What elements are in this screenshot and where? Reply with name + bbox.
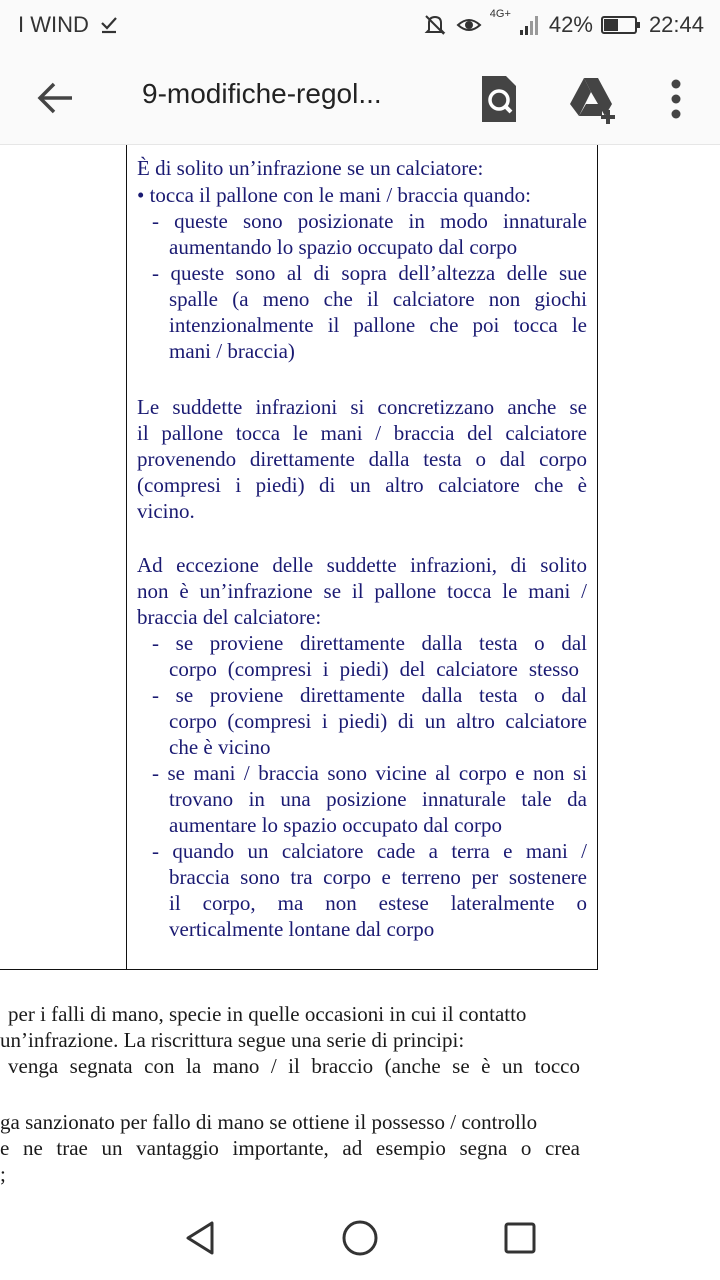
- box-line: provenendo direttamente dalla testa o dal corpo: [137, 447, 587, 471]
- navigation-bar: [0, 1195, 720, 1280]
- box-line: (compresi i piedi) di un altro calciatore che è: [137, 473, 587, 497]
- document-search-icon: [474, 72, 524, 126]
- box-line: corpo (compresi i piedi) di un altro calciatore: [169, 709, 587, 733]
- nav-home-button[interactable]: [337, 1215, 383, 1261]
- box-line: corpo (compresi i piedi) del calciatore stesso: [169, 657, 579, 681]
- app-bar: [0, 52, 720, 145]
- box-line: che è vicino: [169, 735, 271, 759]
- box-line: - quando un calciatore cade a terra e mani /: [152, 839, 587, 863]
- status-bar: [0, 0, 720, 52]
- box-line: mani / braccia): [169, 339, 295, 363]
- mute-icon: [422, 12, 448, 38]
- nav-home-icon: [337, 1215, 383, 1261]
- box-line: • tocca il pallone con le mani / braccia quando:: [137, 183, 531, 207]
- box-line: braccia sono tra corpo e terreno per sostenere: [169, 865, 587, 889]
- box-line: verticalmente lontane dal corpo: [169, 917, 435, 941]
- body-line: ga sanzionato per fallo di mano se ottiene il possesso / controllo: [0, 1110, 538, 1134]
- box-line: il corpo, ma non estese lateralmente o: [169, 891, 587, 915]
- more-vert-icon: [660, 74, 692, 124]
- add-to-drive-button[interactable]: [566, 72, 622, 126]
- box-line: - queste sono al di sopra dell’altezza delle sue: [152, 261, 587, 285]
- body-line: ;: [0, 1162, 6, 1186]
- box-line: - queste sono posizionate in modo innaturale: [152, 209, 587, 233]
- battery-icon: [601, 15, 641, 35]
- eye-comfort-icon: [456, 12, 482, 38]
- arrow-left-icon: [30, 74, 82, 122]
- document-title: 9-modifiche-regol...: [142, 78, 382, 109]
- back-button[interactable]: [30, 74, 82, 122]
- box-line: Ad eccezione delle suddette infrazioni, di solito: [137, 553, 587, 577]
- carrier-name: I WIND: [18, 12, 89, 37]
- box-line: Le suddette infrazioni si concretizzano anche se: [137, 395, 587, 419]
- drive-add-icon: [566, 72, 622, 126]
- box-bottom-line: [0, 969, 127, 970]
- box-line: non è un’infrazione se il pallone tocca le mani /: [137, 579, 587, 603]
- box-line: È di solito un’infrazione se un calciatore:: [137, 156, 484, 180]
- network-type: 4G+: [489, 8, 511, 20]
- nav-back-button[interactable]: [178, 1215, 224, 1261]
- box-line: aumentare lo spazio occupato dal corpo: [169, 813, 502, 837]
- nav-recents-button[interactable]: [497, 1215, 543, 1261]
- box-line: - se mani / braccia sono vicine al corpo e non si: [152, 761, 587, 785]
- box-line: intenzionalmente il pallone che poi tocca le: [169, 313, 587, 337]
- find-in-document-button[interactable]: [474, 72, 524, 126]
- document-viewer[interactable]: [0, 145, 720, 1195]
- box-line: spalle (a meno che il calciatore non giochi: [169, 287, 587, 311]
- box-line: - se proviene direttamente dalla testa o dal: [152, 631, 587, 655]
- carrier-label: [18, 12, 119, 38]
- box-line: aumentando lo spazio occupato dal corpo: [169, 235, 518, 259]
- body-line: e ne trae un vantaggio importante, ad esempio segna o crea: [0, 1136, 580, 1160]
- body-line: per i falli di mano, specie in quelle occasioni in cui il contatto: [8, 1002, 527, 1026]
- box-line: braccia del calciatore:: [137, 605, 322, 629]
- nav-recents-icon: [497, 1215, 543, 1261]
- battery-percent: 42%: [548, 12, 593, 37]
- signal-icon: [519, 14, 541, 36]
- more-options-button[interactable]: [660, 74, 692, 124]
- box-line: - se proviene direttamente dalla testa o dal: [152, 683, 587, 707]
- body-line: un’infrazione. La riscrittura segue una serie di principi:: [0, 1028, 465, 1052]
- body-line: venga segnata con la mano / il braccio (anche se è un tocco: [8, 1054, 580, 1078]
- nav-back-icon: [178, 1215, 224, 1261]
- clock: 22:44: [648, 12, 704, 37]
- download-done-icon: [99, 14, 119, 34]
- status-icons: [422, 8, 704, 38]
- box-line: trovano in una posizione innaturale tale da: [169, 787, 587, 811]
- box-line: il pallone tocca le mani / braccia del calciatore: [137, 421, 587, 445]
- box-line: vicino.: [137, 499, 195, 523]
